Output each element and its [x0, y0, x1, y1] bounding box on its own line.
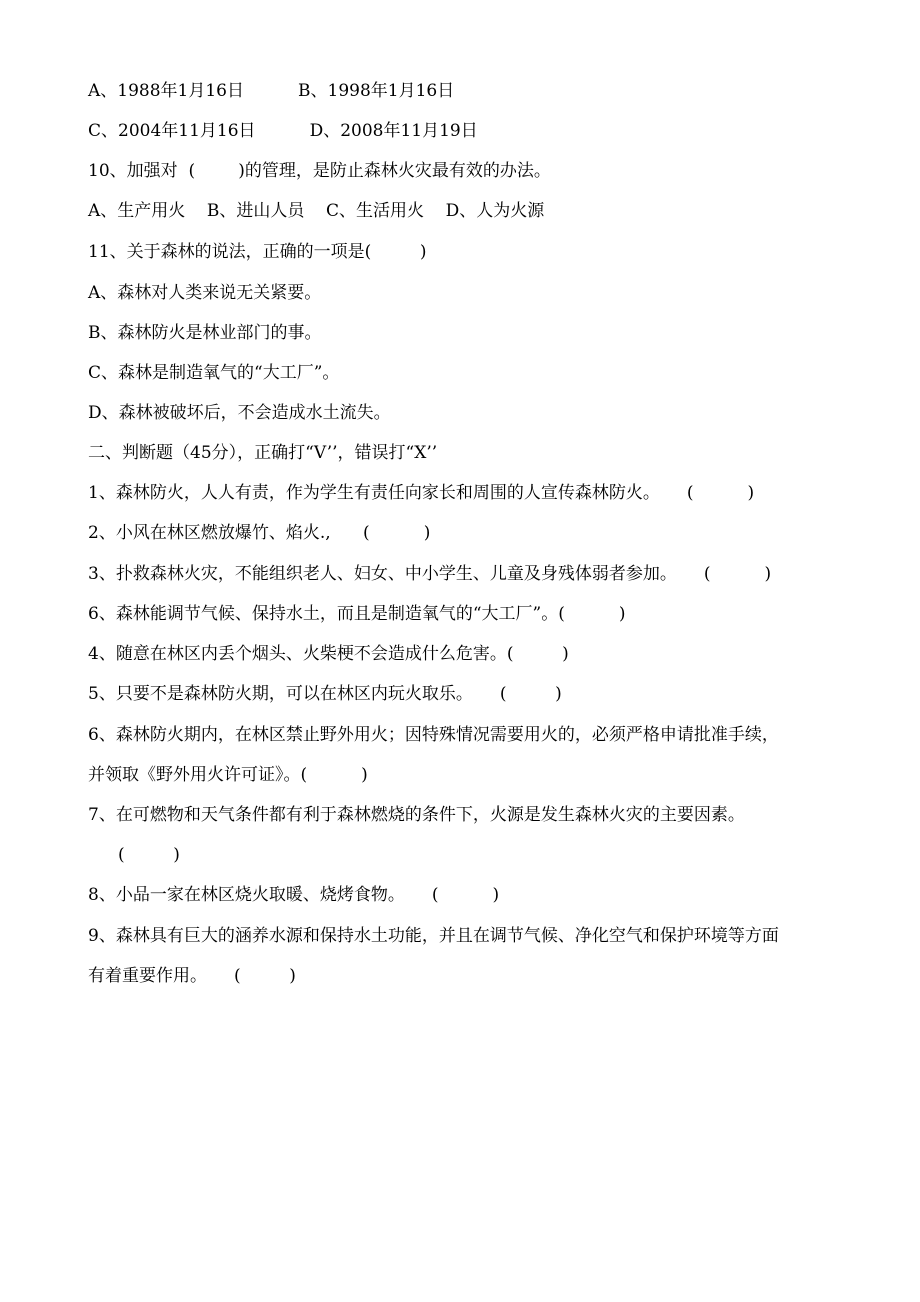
q11-option-a: A、森林对人类来说无关紧要。: [88, 283, 322, 303]
judge-item-7: 7、在可燃物和天气条件都有利于森林燃烧的条件下，火源是发生森林火灾的主要因素。: [88, 805, 745, 825]
judge-item-8: 8、小品一家在林区烧火取暖、烧烤食物。 ( ): [88, 885, 500, 905]
judge-item-6b: 6、森林防火期内，在林区禁止野外用火；因特殊情况需要用火的，必须严格申请批准手续，: [88, 725, 779, 745]
section-heading: 二、判断题（45分），正确打“V’’，错误打“X’’: [88, 443, 438, 463]
judge-item-9-cont: 有着重要作用。 ( ): [88, 966, 296, 986]
judge-item-5: 5、只要不是森林防火期，可以在林区内玩火取乐。 ( ): [88, 684, 562, 704]
judge-item-9: 9、森林具有巨大的涵养水源和保持水土功能，并且在调节气候、净化空气和保护环境等方面: [88, 926, 779, 946]
judge-item-3: 3、扑救森林火灾，不能组织老人、妇女、中小学生、儿童及身残体弱者参加。 ( ): [88, 564, 772, 584]
judge-item-7-cont: ( ): [118, 845, 180, 865]
judge-item-6a: 6、森林能调节气候、保持水土，而且是制造氧气的“大工厂”。( ): [88, 604, 626, 624]
judge-item-2: 2、小风在林区燃放爆竹、焰火., ( ): [88, 523, 431, 543]
q11-question: 11、关于森林的说法，正确的一项是( ): [88, 242, 427, 262]
q11-option-c: C、森林是制造氧气的“大工厂”。: [88, 363, 340, 383]
q9-options-ab: A、1988年1月16日 B、1998年1月16日: [88, 81, 455, 101]
judge-item-4: 4、随意在林区内丢个烟头、火柴梗不会造成什么危害。( ): [88, 644, 569, 664]
judge-item-6b-cont: 并领取《野外用火许可证》。( ): [88, 765, 368, 785]
q10-options: A、生产用火 B、进山人员 C、生活用火 D、人为火源: [88, 201, 545, 221]
q10-question: 10、加强对 ( )的管理，是防止森林火灾最有效的办法。: [88, 161, 551, 181]
q11-option-d: D、森林被破坏后，不会造成水土流失。: [88, 403, 391, 423]
q9-options-cd: C、2004年11月16日 D、2008年11月19日: [88, 121, 478, 141]
q11-option-b: B、森林防火是林业部门的事。: [88, 323, 322, 343]
judge-item-1: 1、森林防火，人人有责，作为学生有责任向家长和周围的人宣传森林防火。 ( ): [88, 483, 755, 503]
